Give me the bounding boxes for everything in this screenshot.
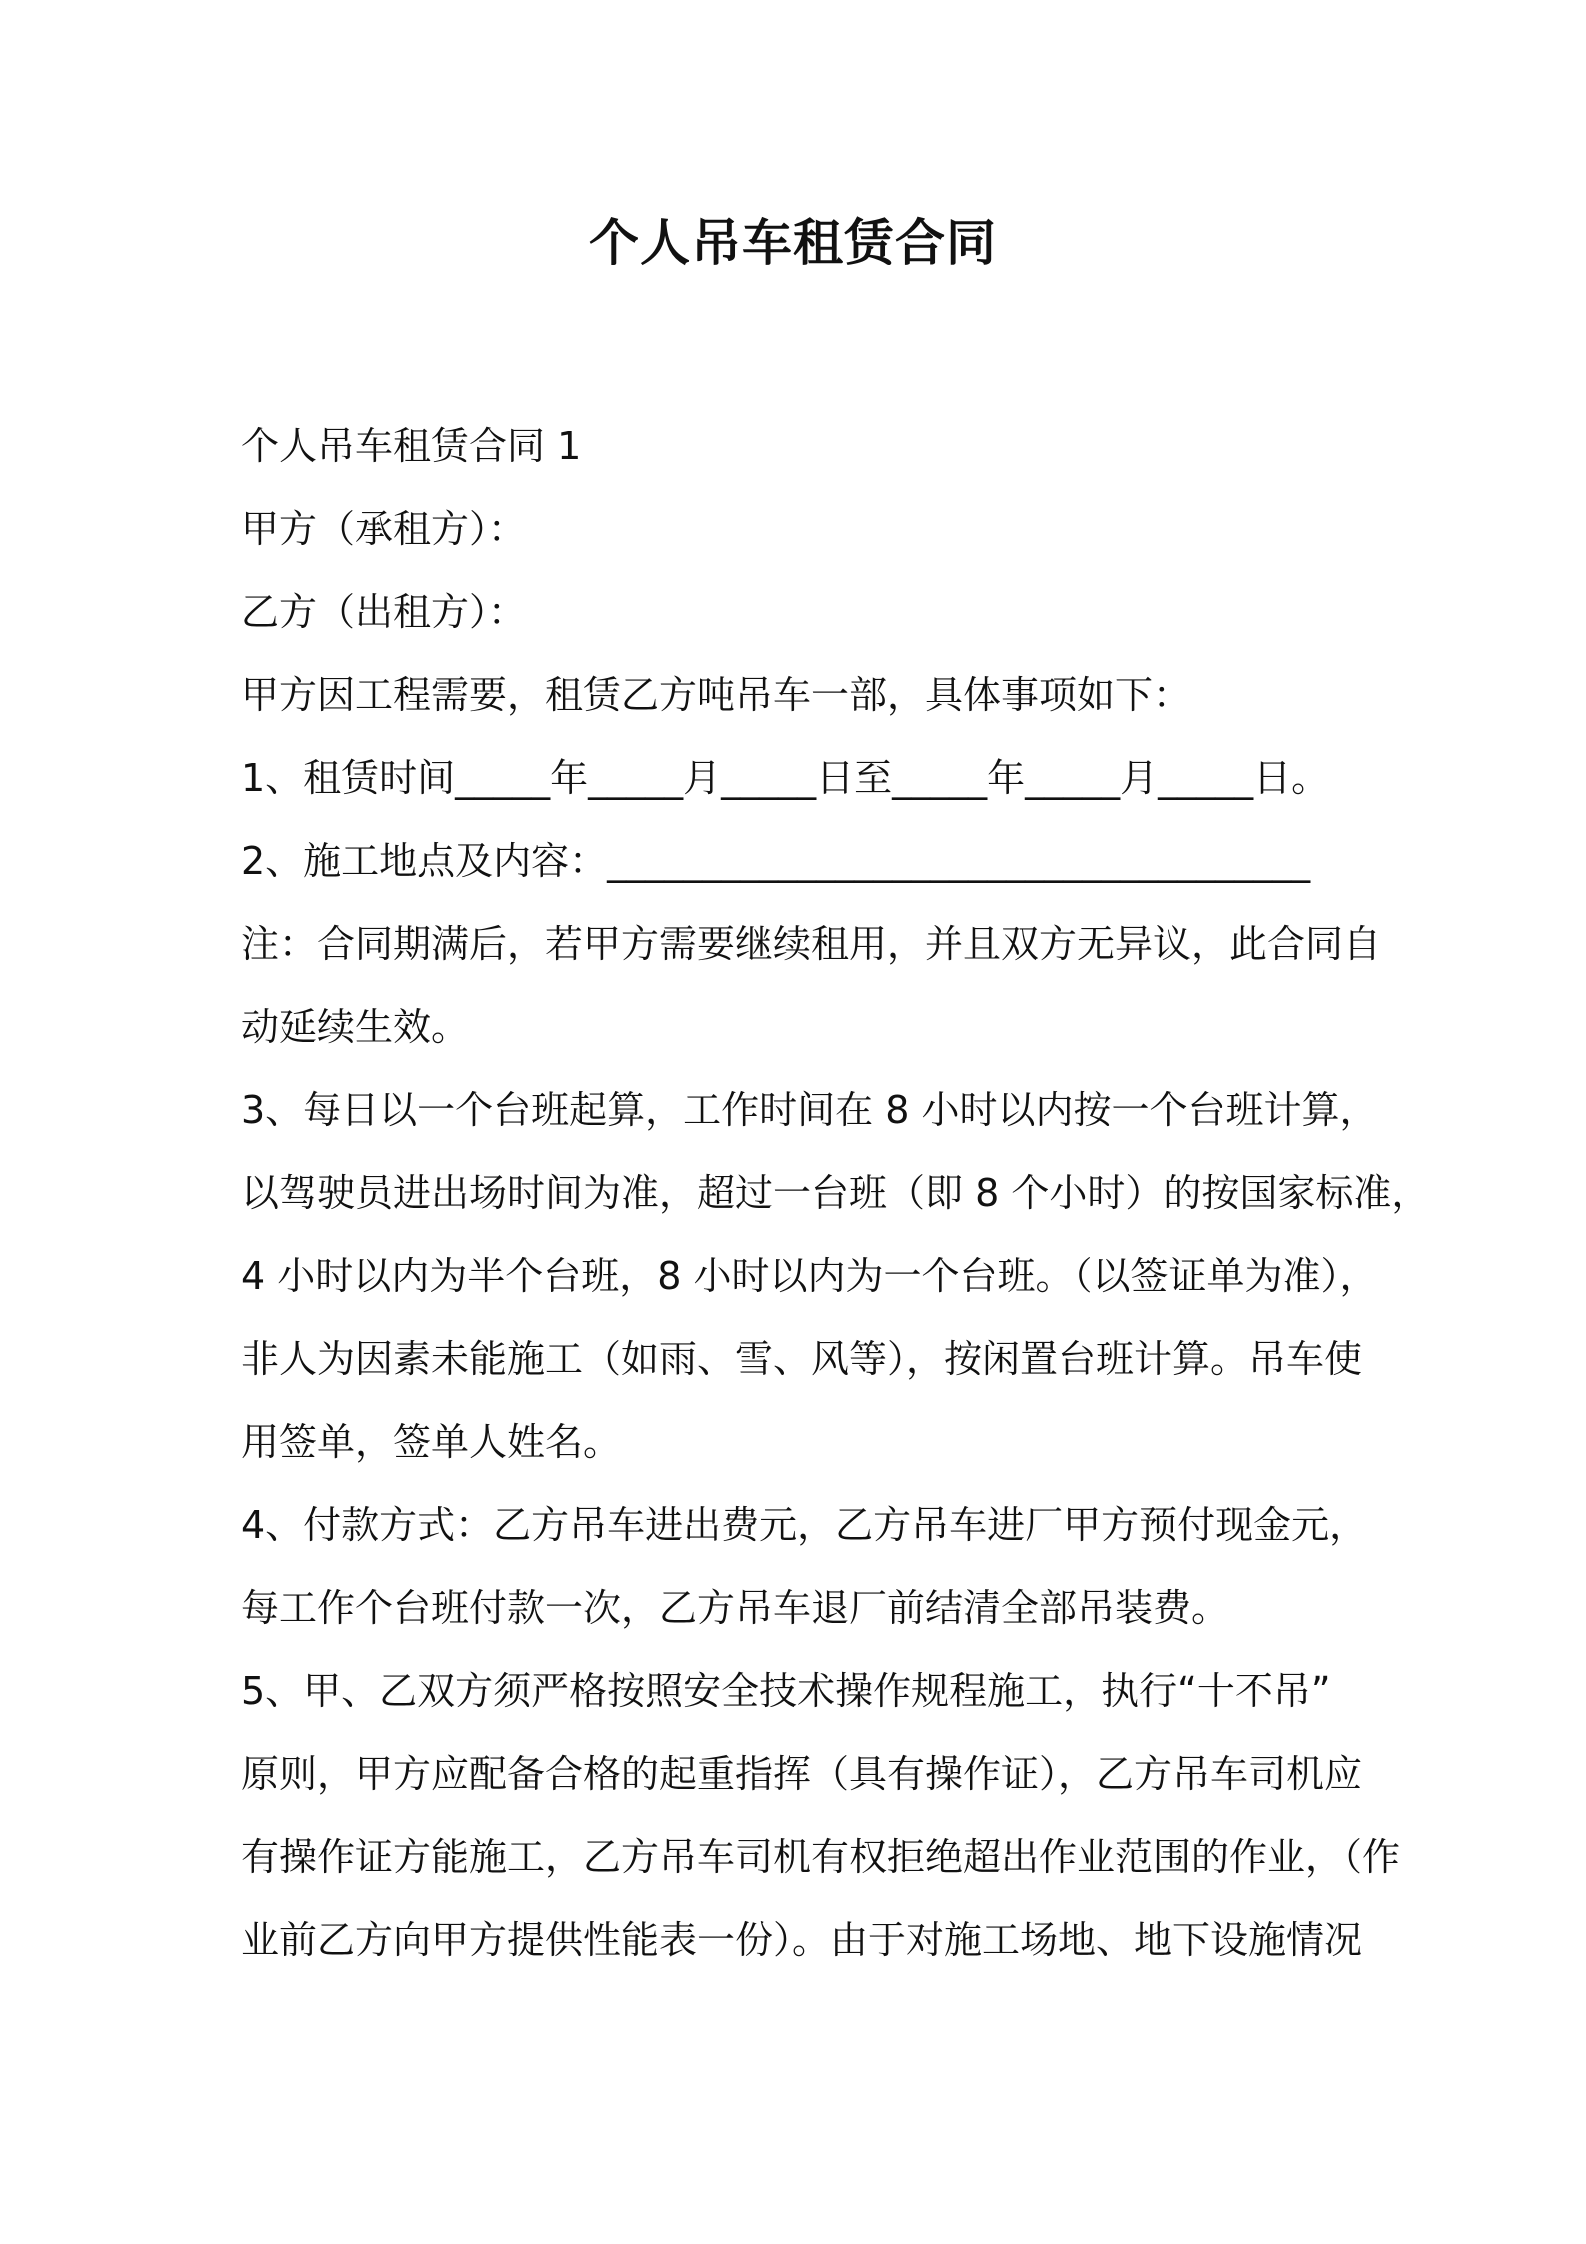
clause-3-line-5: 用签单，签单人姓名。 bbox=[241, 1420, 622, 1464]
clause-4-line-2: 每工作个台班付款一次，乙方吊车退厂前结清全部吊装费。 bbox=[241, 1586, 1230, 1630]
clause-3-line-3: 4 小时以内为半个台班，8 小时以内为一个台班。（以签证单为准）， bbox=[241, 1254, 1378, 1298]
note-line-1: 注：合同期满后，若甲方需要继续租用，并且双方无异议，此合同自 bbox=[241, 922, 1382, 966]
clause-3-line-4: 非人为因素未能施工（如雨、雪、风等），按闲置台班计算。吊车使 bbox=[241, 1337, 1363, 1381]
clause-5-line-3: 有操作证方能施工，乙方吊车司机有权拒绝超出作业范围的作业，（作 bbox=[241, 1835, 1401, 1879]
clause-5-line-1: 5、甲、乙双方须严格按照安全技术操作规程施工，执行“十不吊” bbox=[241, 1669, 1331, 1713]
party-b-line: 乙方（出租方）： bbox=[241, 590, 527, 634]
clause-3-line-1: 3、每日以一个台班起算，工作时间在 8 小时以内按一个台班计算， bbox=[241, 1088, 1378, 1132]
clause-2-line: 2、施工地点及内容：_____________________________________ bbox=[241, 839, 1311, 883]
intro-line: 甲方因工程需要，租赁乙方吨吊车一部，具体事项如下： bbox=[241, 673, 1192, 717]
clause-3-line-2: 以驾驶员进出场时间为准，超过一台班（即 8 个小时）的按国家标准， bbox=[241, 1171, 1430, 1215]
document-body bbox=[241, 405, 1430, 1982]
clause-5-line-4: 业前乙方向甲方提供性能表一份）。由于对施工场地、地下设施情况 bbox=[241, 1918, 1363, 1962]
document-title: 个人吊车租赁合同 bbox=[589, 214, 997, 272]
heading-line: 个人吊车租赁合同 1 bbox=[241, 424, 582, 468]
clause-1-line: 1、租赁时间_____年_____月_____日至_____年_____月_____日。 bbox=[241, 756, 1330, 800]
clause-4-line-1: 4、付款方式：乙方吊车进出费元，乙方吊车进厂甲方预付现金元， bbox=[241, 1503, 1368, 1547]
note-line-2: 动延续生效。 bbox=[241, 1005, 470, 1049]
clause-5-line-2: 原则，甲方应配备合格的起重指挥（具有操作证），乙方吊车司机应 bbox=[241, 1752, 1363, 1796]
party-a-line: 甲方（承租方）： bbox=[241, 507, 527, 551]
